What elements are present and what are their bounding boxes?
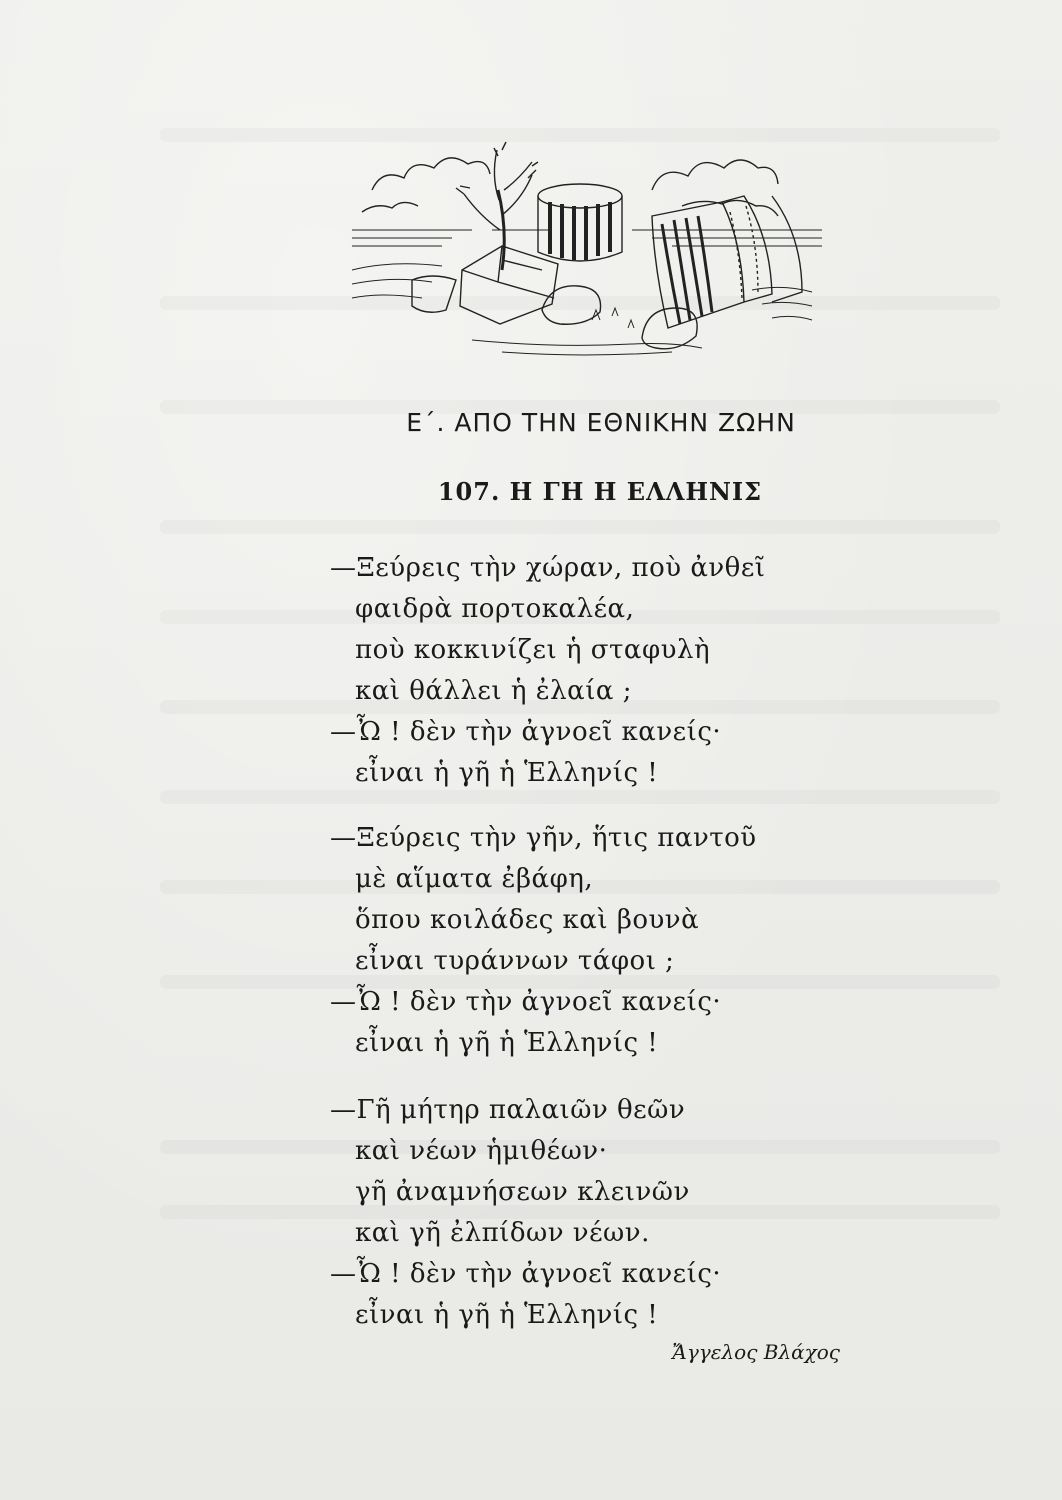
cloud-right-icon <box>652 160 778 190</box>
stanza-2 <box>330 818 830 1064</box>
tree-icon <box>456 142 538 270</box>
poem-line: μὲ αἵματα ἐβάφη, <box>355 864 594 894</box>
poem-line: ὅπου κοιλάδες καὶ βουνὰ <box>355 905 700 935</box>
cloud-left-icon <box>372 158 490 190</box>
ruins-illustration <box>352 120 822 360</box>
poem-line: φαιδρὰ πορτοκαλέα, <box>355 594 635 624</box>
poem-line: —Ὦ ! δὲν τὴν ἀγνοεῖ κανείς· <box>330 987 722 1017</box>
section-title: Ε΄. ΑΠΟ ΤΗΝ ΕΘΝΙΚΗΝ ΖΩΗΝ <box>406 408 796 437</box>
poem-line: εἶναι τυράννων τάφοι ; <box>355 946 675 976</box>
poem-line: —Ξεύρεις τὴν γῆν, ἥτις παντοῦ <box>330 823 757 853</box>
poem-line: —Ὦ ! δὲν τὴν ἀγνοεῖ κανείς· <box>330 717 722 747</box>
stanza-1 <box>330 548 830 794</box>
poem-line: καὶ νέων ἡμιθέων· <box>355 1136 608 1166</box>
poem-line: —Γῆ μήτηρ παλαιῶν θεῶν <box>330 1095 686 1125</box>
poem-line: γῆ ἀναμνήσεων κλεινῶν <box>355 1177 690 1207</box>
poem-line: εἶναι ἡ γῆ ἡ Ἑλληνίς ! <box>355 758 659 788</box>
poem-line: εἶναι ἡ γῆ ἡ Ἑλληνίς ! <box>355 1028 659 1058</box>
poem-line: —Ξεύρεις τὴν χώραν, ποὺ ἀνθεῖ <box>330 553 766 583</box>
poem-line: ποὺ κοκκινίζει ἡ σταφυλὴ <box>355 635 711 665</box>
poem-line: καὶ γῆ ἐλπίδων νέων. <box>355 1218 650 1248</box>
author-signature: Ἄγγελος Βλάχος <box>672 1340 840 1364</box>
poem-line: εἶναι ἡ γῆ ἡ Ἑλληνίς ! <box>355 1300 659 1330</box>
poem-line: —Ὦ ! δὲν τὴν ἀγνοεῖ κανείς· <box>330 1259 722 1289</box>
poem-title: 107. Η ΓΗ Η ΕΛΛΗΝΙΣ <box>437 477 763 506</box>
stanza-3 <box>330 1090 830 1336</box>
bleed-through <box>160 520 1000 534</box>
poem-line: καὶ θάλλει ἡ ἐλαία ; <box>355 676 632 706</box>
column-drum-icon <box>538 184 622 261</box>
